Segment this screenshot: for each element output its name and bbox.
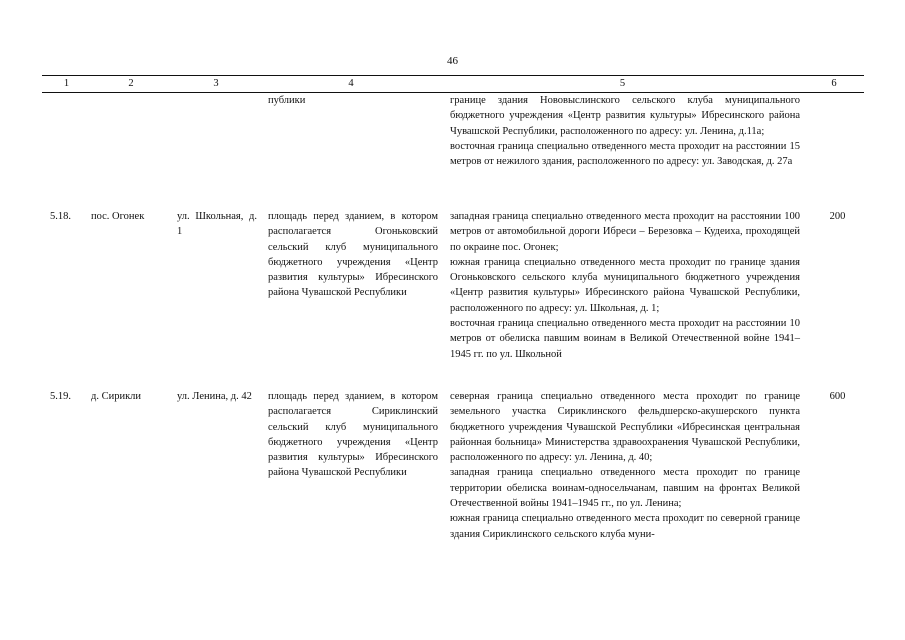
row-area: 600 [829, 391, 846, 402]
continuation-boundaries [450, 93, 800, 169]
row-address: ул. Школьная, д. 1 [177, 211, 257, 238]
page-number: 46 [447, 55, 458, 67]
header-col-6: 6 [831, 78, 837, 89]
row-number: 5.19. [50, 391, 71, 402]
boundary-paragraph: южная граница специально отведенного места проходит по северной границе здания Сириклинского сельского клуба муни- [450, 513, 800, 540]
row-boundaries [450, 209, 800, 362]
row-description: площадь перед зданием, в котором располагается Сириклинский сельский клуб муниципального бюджетного учреждения «Центр развития культуры» Ибресинского района Чувашской Республики [268, 391, 438, 479]
continuation-description: публики [268, 95, 306, 106]
row-boundaries [450, 389, 800, 542]
boundary-paragraph: восточная граница специально отведенного места проходит на расстоянии 10 метров от обелиска павшим воинам в Великой Отечественной войне 1941–1945 гг. по ул. Школьной [450, 318, 800, 360]
boundary-paragraph: границе здания Нововыслинского сельского клуба муниципального бюджетного учреждения «Центр развития культуры» Ибресинского района Чувашской Республики, расположенного по адресу: ул. Ленина, д.11а; [450, 95, 800, 137]
boundary-paragraph: южная граница специально отведенного места проходит по границе здания Огоньковского сельского клуба муниципального бюджетного учреждения «Центр развития культуры» Ибресинского района Чувашской Республики, расположенного по адресу: ул. Школьная, д. 1; [450, 256, 800, 314]
row-locality: пос. Огонек [91, 211, 145, 222]
row-number: 5.18. [50, 211, 71, 222]
row-locality: д. Сирикли [91, 391, 142, 402]
header-col-4: 4 [348, 78, 354, 89]
row-area: 200 [829, 211, 846, 222]
header-col-2: 2 [128, 78, 134, 89]
boundary-paragraph: западная граница специально отведенного места проходит на расстоянии 100 метров от автомобильной дороги Ибреси – Березовка – Кудеиха, проходящей по окраине пос. Огонек; [450, 211, 800, 253]
boundary-paragraph: западная граница специально отведенного места проходит по границе территории обелиска воинам-односельчанам, павшим на фронтах Великой Отечественной войны 1941–1945 гг., по ул. Ленина; [450, 467, 800, 510]
row-description: площадь перед зданием, в котором располагается Огоньковский сельский клуб муниципального бюджетного учреждения «Центр развития культуры» Ибресинского района Чувашской Республики [268, 211, 438, 299]
boundary-paragraph: восточная граница специально отведенного места проходит на расстоянии 15 метров от нежилого здания, расположенного по адресу: ул. Заводская, д. 27а [450, 140, 800, 168]
header-col-3: 3 [213, 78, 219, 89]
row-address: ул. Ленина, д. 42 [177, 391, 252, 402]
table-header-row [42, 75, 864, 93]
boundary-paragraph: северная граница специально отведенного места проходит по границе земельного участка Сириклинского фельдшерско-акушерского пункта бюджетного учреждения Чувашской Республики «Ибресинская центральная районная больница» Министерства здравоохранения Чувашской Республики, расположенного по адресу: ул. Ленина, д. 40; [450, 391, 800, 464]
header-col-1: 1 [63, 78, 70, 89]
header-col-5: 5 [619, 78, 626, 89]
